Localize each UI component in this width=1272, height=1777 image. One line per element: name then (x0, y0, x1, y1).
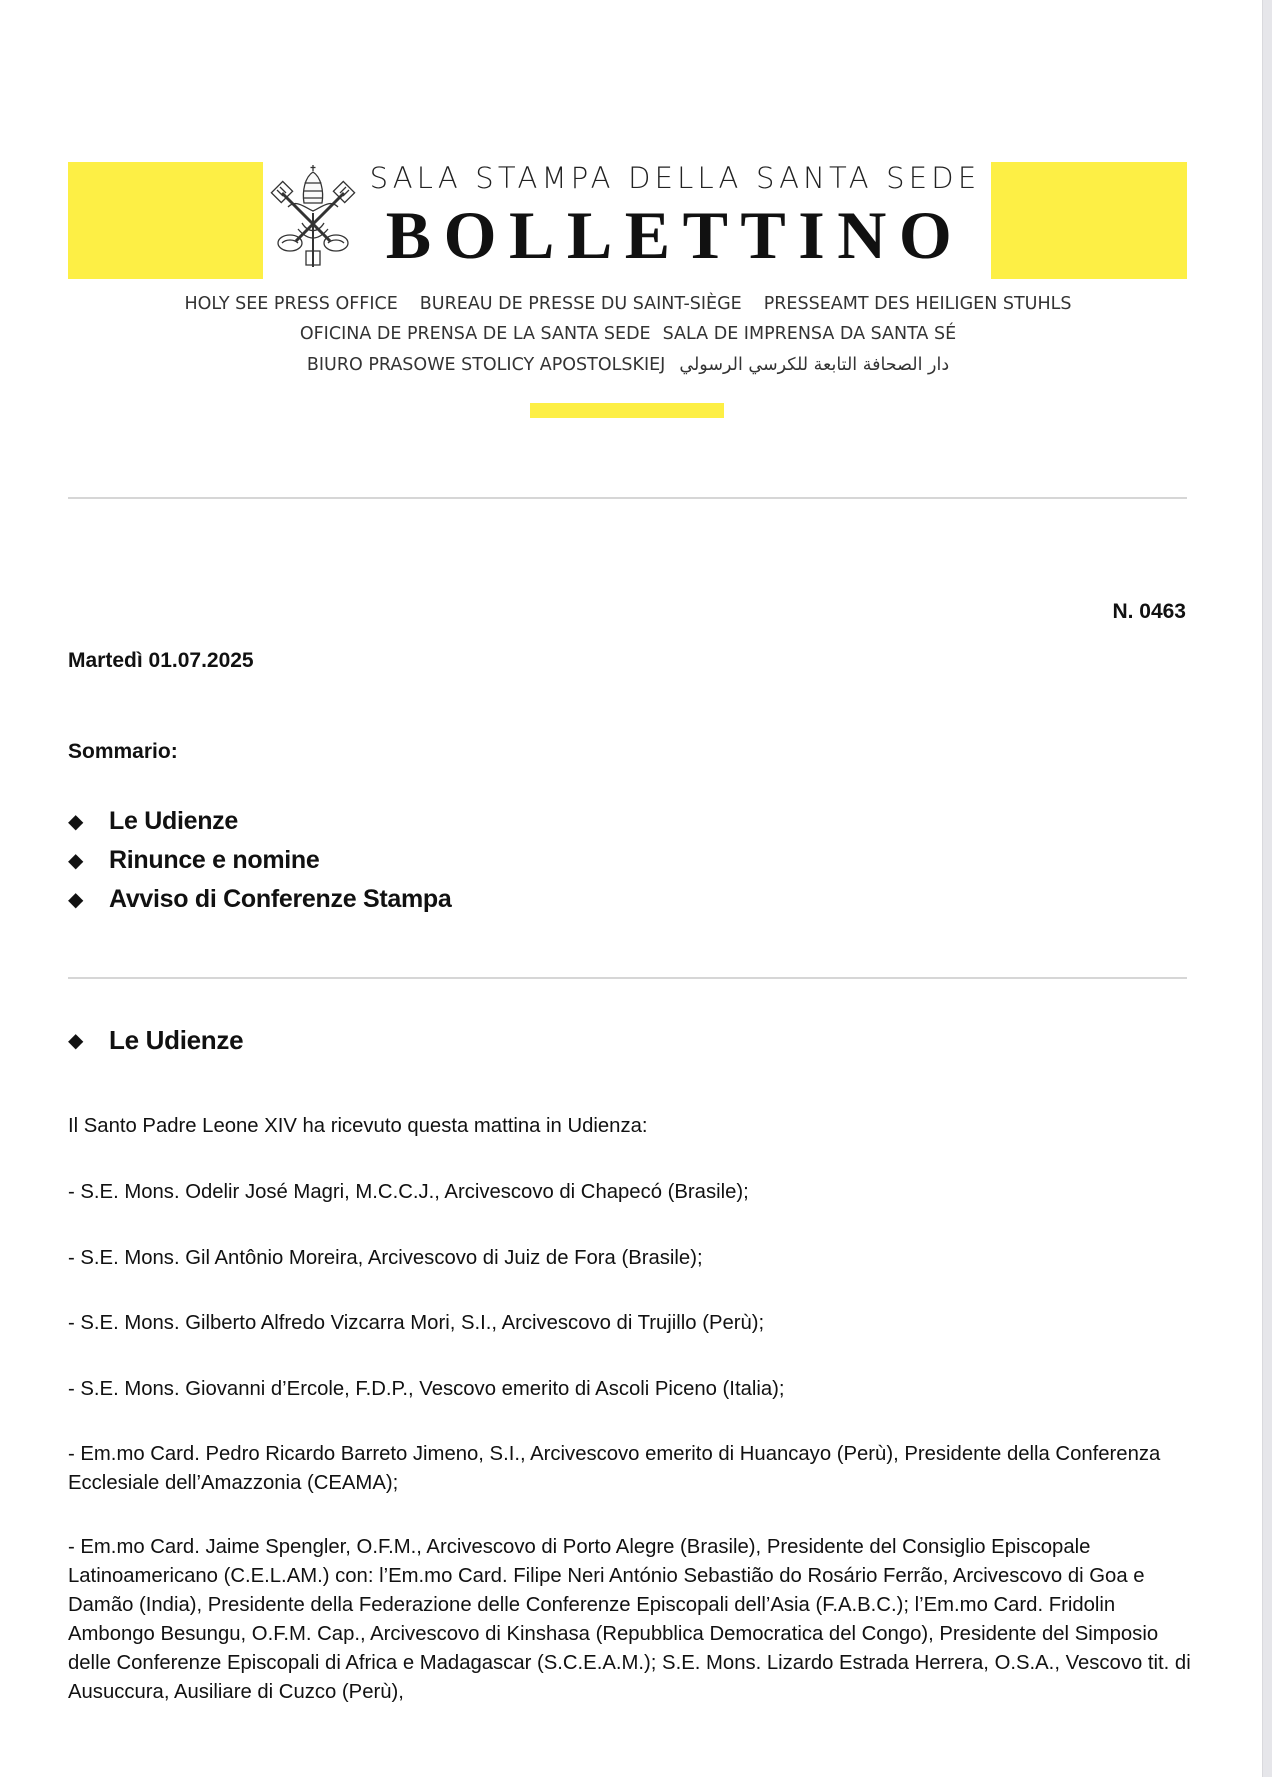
press-office-title: SALA STAMPA DELLA SANTA SEDE (369, 161, 981, 195)
diamond-bullet-icon: ◆ (68, 810, 84, 833)
audience-text: - S.E. Mons. Gil Antônio Moreira, Arcivescovo di Juiz de Fora (Brasile); (68, 1247, 703, 1269)
section-title: Le Udienze (109, 1025, 244, 1055)
office-name-pl: BIURO PRASOWE STOLICY APOSTOLSKIEJ (306, 355, 666, 375)
office-name-de: PRESSEAMT DES HEILIGEN STUHLS (763, 294, 1072, 314)
holy-see-emblem-icon (268, 163, 358, 271)
audience-text: - Em.mo Card. Jaime Spengler, O.F.M., Arcivescovo di Porto Alegre (Brasile), Presidente del Consiglio Episcopale Latinoamericano (C.E.L.AM.) con: l’Em.mo Card. Filipe Neri António Sebastião do Rosário Ferrão, Arcivescovo di Goa e Damão (India), Presidente della Federazione delle Conferenze Episcopali dell’Asia (F.A.B.C.); l’Em.mo Card. Fridolin Ambongo Besungu, O.F.M. Cap., Arcivescovo di Kinshasa (Repubblica Democratica del Congo), Presidente del Simposio delle Conferenze Episcopali di Africa e Madagascar (S.C.E.A.M.); S.E. Mons. Lizardo Estrada Herrera, O.S.A., Vescovo tit. di Ausuccura, Ausiliare di Cuzco (Perù), (68, 1536, 1191, 1703)
office-name-fr: BUREAU DE PRESSE DU SAINT-SIÈGE (419, 294, 742, 314)
yellow-banner-right (991, 162, 1187, 279)
office-names-line-3 (0, 355, 1256, 375)
summary-divider (68, 977, 1187, 979)
bulletin-number: N. 0463 (1112, 600, 1186, 623)
office-name-pt: SALA DE IMPRENSA DA SANTA SÉ (662, 324, 957, 344)
audience-text: - Em.mo Card. Pedro Ricardo Barreto Jimeno, S.I., Arcivescovo emerito di Huancayo (Perù), Presidente della Conferenza Ecclesiale dell’Amazzonia (CEAMA); (68, 1443, 1161, 1494)
audience-text: - S.E. Mons. Gilberto Alfredo Vizcarra Mori, S.I., Arcivescovo di Trujillo (Perù); (68, 1312, 765, 1334)
header-divider (68, 497, 1187, 499)
yellow-banner-left (68, 162, 263, 279)
summary-list (68, 802, 451, 919)
summary-item[interactable] (68, 880, 451, 919)
summary-item-label[interactable]: Avviso di Conferenze Stampa (109, 885, 452, 913)
office-name-es: OFICINA DE PRENSA DE LA SANTA SEDE (299, 324, 651, 344)
audience-item (68, 1244, 1193, 1273)
intro-text: Il Santo Padre Leone XIV ha ricevuto questa mattina in Udienza: (68, 1115, 648, 1137)
office-name-en: HOLY SEE PRESS OFFICE (184, 294, 398, 314)
summary-item-label[interactable]: Rinunce e nomine (109, 846, 320, 874)
office-name-ar: دار الصحافة التابعة للكرسي الرسولي (679, 355, 950, 375)
yellow-accent-bar (530, 403, 724, 418)
page-edge-scroll-area (1262, 0, 1272, 1777)
audience-item (68, 1533, 1193, 1707)
summary-item[interactable] (68, 841, 451, 880)
summary-label: Sommario: (68, 740, 178, 763)
audience-item (68, 1440, 1193, 1498)
audience-item (68, 1375, 1193, 1404)
diamond-bullet-icon: ◆ (68, 849, 84, 872)
diamond-bullet-icon: ◆ (68, 1029, 84, 1052)
section-heading (68, 1025, 243, 1056)
summary-item-label[interactable]: Le Udienze (109, 807, 238, 835)
office-names-line-2 (0, 324, 1256, 344)
audience-item (68, 1178, 1193, 1207)
audience-item (68, 1309, 1193, 1338)
section-intro (68, 1112, 1193, 1141)
bulletin-title: BOLLETTINO (385, 197, 965, 273)
summary-item[interactable] (68, 802, 451, 841)
audience-text: - S.E. Mons. Odelir José Magri, M.C.C.J., Arcivescovo di Chapecó (Brasile); (68, 1181, 749, 1203)
diamond-bullet-icon: ◆ (68, 888, 84, 911)
bulletin-date: Martedì 01.07.2025 (68, 649, 254, 672)
audience-text: - S.E. Mons. Giovanni d’Ercole, F.D.P., Vescovo emerito di Ascoli Piceno (Italia); (68, 1378, 785, 1400)
office-names-line-1 (0, 294, 1256, 314)
